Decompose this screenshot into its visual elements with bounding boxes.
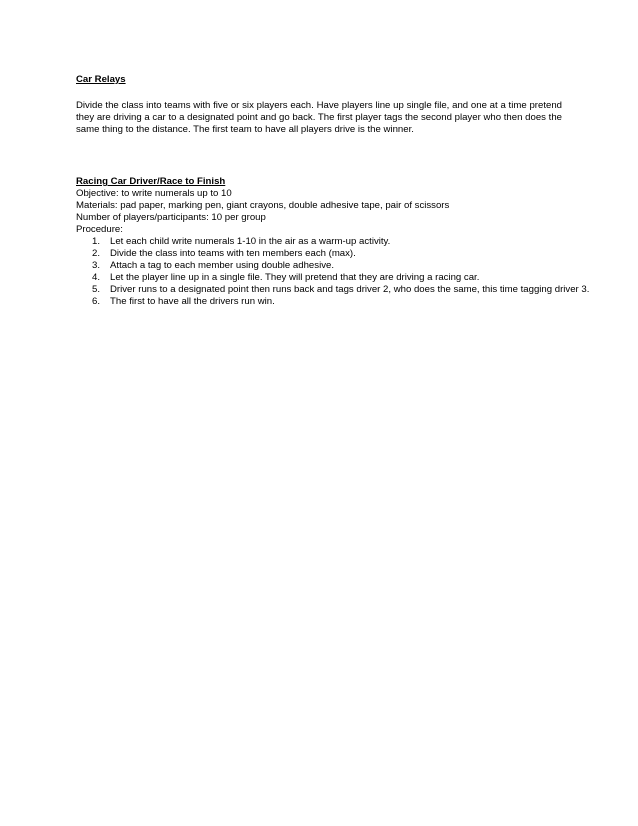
racing-car-heading: Racing Car Driver/Race to Finish bbox=[76, 176, 226, 187]
step-number: 2. bbox=[91, 248, 100, 259]
procedure-step bbox=[76, 296, 562, 308]
step-text: Attach a tag to each member using double adhesive. bbox=[110, 260, 334, 271]
procedure-list bbox=[76, 236, 590, 308]
procedure-step bbox=[76, 260, 562, 272]
step-text: Driver runs to a designated point then runs back and tags driver 2, who does the same, this time tagging driver 3. bbox=[110, 284, 590, 295]
procedure-step bbox=[76, 236, 562, 248]
step-number: 3. bbox=[91, 260, 100, 271]
procedure-step bbox=[76, 272, 562, 284]
procedure-step bbox=[76, 284, 590, 296]
step-number: 4. bbox=[91, 272, 100, 283]
car-relays-paragraph: Divide the class into teams with five or six players each. Have players line up single file, and one at a time pretend they are driving a car to a designated point and go back. The first player tags the second player who then does the same thing to the distance. The first team to have all players drive is the winner. bbox=[76, 100, 562, 135]
procedure-step bbox=[76, 248, 562, 260]
step-number: 6. bbox=[91, 296, 100, 307]
step-text: Divide the class into teams with ten members each (max). bbox=[110, 248, 356, 259]
step-text: Let each child write numerals 1-10 in the air as a warm-up activity. bbox=[110, 236, 391, 247]
step-text: The first to have all the drivers run win. bbox=[110, 296, 275, 307]
car-relays-heading: Car Relays bbox=[76, 74, 126, 85]
racing-car-section bbox=[76, 176, 590, 308]
car-relays-section bbox=[76, 74, 562, 136]
step-number: 1. bbox=[91, 236, 100, 247]
objective-line: Objective: to write numerals up to 10 bbox=[76, 188, 232, 199]
materials-line: Materials: pad paper, marking pen, giant crayons, double adhesive tape, pair of scissors bbox=[76, 200, 450, 211]
players-line: Number of players/participants: 10 per group bbox=[76, 212, 266, 223]
step-number: 5. bbox=[91, 284, 100, 295]
step-text: Let the player line up in a single file. They will pretend that they are driving a racing car. bbox=[110, 272, 480, 283]
procedure-label: Procedure: bbox=[76, 224, 123, 235]
